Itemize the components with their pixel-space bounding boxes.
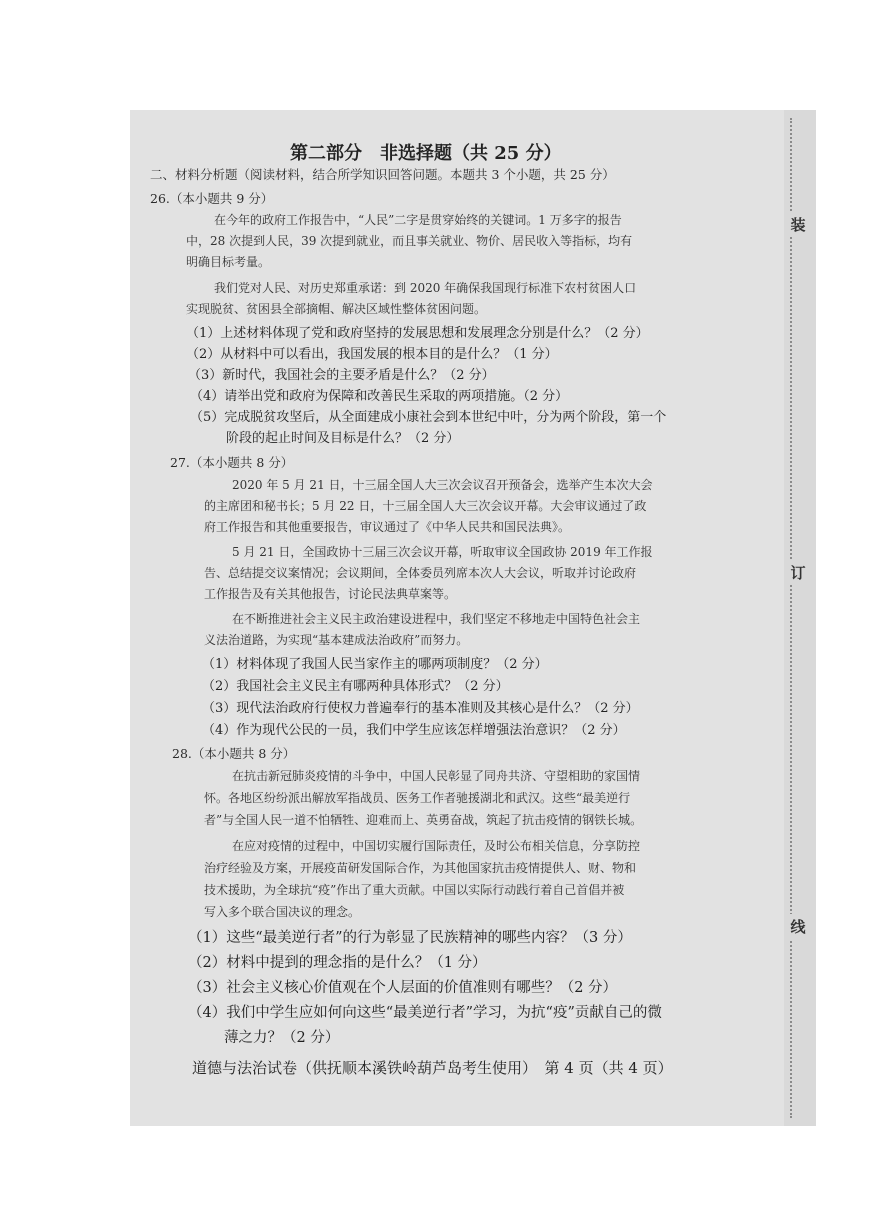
q27-heading: 27.（本小题共 8 分） bbox=[170, 455, 294, 470]
page-footer: 道德与法治试卷（供抚顺本溪铁岭葫芦岛考生使用） 第 4 页（共 4 页） bbox=[192, 1059, 673, 1077]
q27-material-line: 在不断推进社会主义民主政治建设进程中，我们坚定不移地走中国特色社会主 bbox=[232, 612, 641, 626]
q26-material-line: 我们党对人民、对历史郑重承诺：到 2020 年确保我国现行标准下农村贫困人口 bbox=[214, 281, 637, 295]
q27-question-2: （2）我国社会主义民主有哪两种具体形式？（2 分） bbox=[202, 679, 509, 694]
q28-question-4-cont: 薄之力？（2 分） bbox=[224, 1030, 340, 1046]
q26-material-line: 明确目标考量。 bbox=[186, 255, 271, 269]
q28-heading: 28.（本小题共 8 分） bbox=[172, 746, 296, 761]
q26-material-line: 中，28 次提到人民，39 次提到就业，而且事关就业、物价、居民收入等指标，均有 bbox=[186, 234, 633, 248]
exam-content bbox=[130, 110, 780, 1126]
binding-dotted-line bbox=[790, 118, 792, 1118]
binding-margin bbox=[784, 110, 816, 1126]
q26-question-4: （4）请举出党和政府为保障和改善民生采取的两项措施。（2 分） bbox=[190, 389, 569, 404]
q28-material-line: 在抗击新冠肺炎疫情的斗争中，中国人民彰显了同舟共济、守望相助的家国情 bbox=[232, 769, 641, 783]
q28-material-line: 治疗经验及方案，开展疫苗研发国际合作，为其他国家抗击疫情提供人、财、物和 bbox=[204, 861, 637, 875]
q26-question-2: （2）从材料中可以看出，我国发展的根本目的是什么？（1 分） bbox=[186, 347, 558, 362]
q28-question-4: （4）我们中学生应如何向这些“最美逆行者”学习，为抗“疫”贡献自己的微 bbox=[188, 1005, 662, 1021]
q26-material-line: 实现脱贫、贫困县全部摘帽、解决区域性整体贫困问题。 bbox=[186, 302, 487, 316]
section-heading: 二、材料分析题（阅读材料，结合所学知识回答问题。本题共 3 个小题，共 25 分） bbox=[150, 167, 615, 182]
binding-mark-ding: 订 bbox=[786, 560, 810, 585]
q26-question-3: （3）新时代，我国社会的主要矛盾是什么？（2 分） bbox=[188, 368, 495, 383]
q26-heading: 26.（本小题共 9 分） bbox=[150, 191, 274, 206]
q26-question-1: （1）上述材料体现了党和政府坚持的发展思想和发展理念分别是什么？（2 分） bbox=[186, 326, 649, 341]
q27-question-4: （4）作为现代公民的一员，我们中学生应该怎样增强法治意识？（2 分） bbox=[202, 723, 626, 738]
q28-material-line: 技术援助，为全球抗“疫”作出了重大贡献。中国以实际行动践行着自己首倡并被 bbox=[204, 883, 625, 897]
q27-question-1: （1）材料体现了我国人民当家作主的哪两项制度？（2 分） bbox=[202, 657, 548, 672]
q28-material-line: 在应对疫情的过程中，中国切实履行国际责任，及时公布相关信息，分享防控 bbox=[232, 839, 641, 853]
q28-material-line: 写入多个联合国决议的理念。 bbox=[204, 905, 361, 919]
q28-material-line: 者”与全国人民一道不怕牺牲、迎难而上、英勇奋战，筑起了抗击疫情的钢铁长城。 bbox=[204, 813, 643, 827]
q26-material-line: 在今年的政府工作报告中，“人民”二字是贯穿始终的关键词。1 万多字的报告 bbox=[214, 213, 622, 227]
q28-material-line: 怀。各地区纷纷派出解放军指战员、医务工作者驰援湖北和武汉。这些“最美逆行 bbox=[204, 791, 631, 805]
q26-question-5: （5）完成脱贫攻坚后，从全面建成小康社会到本世纪中叶，分为两个阶段，第一个 bbox=[190, 410, 667, 425]
q26-question-5-cont: 阶段的起止时间及目标是什么？（2 分） bbox=[226, 431, 460, 446]
q27-material-line: 府工作报告和其他重要报告，审议通过了《中华人民共和国民法典》。 bbox=[204, 520, 571, 534]
q27-material-line: 2020 年 5 月 21 日，十三届全国人大三次会议召开预备会，选举产生本次大会 bbox=[232, 478, 653, 492]
exam-page bbox=[130, 110, 816, 1126]
q27-material-line: 告、总结提交议案情况；会议期间，全体委员列席本次人大会议，听取并讨论政府 bbox=[204, 566, 637, 580]
q28-question-3: （3）社会主义核心价值观在个人层面的价值准则有哪些？（2 分） bbox=[188, 980, 618, 996]
binding-mark-xian: 线 bbox=[786, 914, 810, 939]
binding-mark-zhuang: 装 bbox=[786, 212, 810, 237]
q27-material-line: 5 月 21 日，全国政协十三届三次会议开幕，听取审议全国政协 2019 年工作报 bbox=[232, 545, 653, 559]
q28-question-2: （2）材料中提到的理念指的是什么？（1 分） bbox=[188, 955, 487, 971]
part-title: 第二部分 非选择题（共 25 分） bbox=[290, 143, 562, 164]
q28-question-1: （1）这些“最美逆行者”的行为彰显了民族精神的哪些内容？（3 分） bbox=[188, 930, 632, 946]
q27-material-line: 的主席团和秘书长；5 月 22 日，十三届全国人大三次会议开幕。大会审议通过了政 bbox=[204, 499, 647, 513]
q27-material-line: 义法治道路，为实现“基本建成法治政府”而努力。 bbox=[204, 633, 469, 647]
q27-material-line: 工作报告及有关其他报告，讨论民法典草案等。 bbox=[204, 587, 457, 601]
q27-question-3: （3）现代法治政府行使权力普遍奉行的基本准则及其核心是什么？（2 分） bbox=[202, 701, 639, 716]
